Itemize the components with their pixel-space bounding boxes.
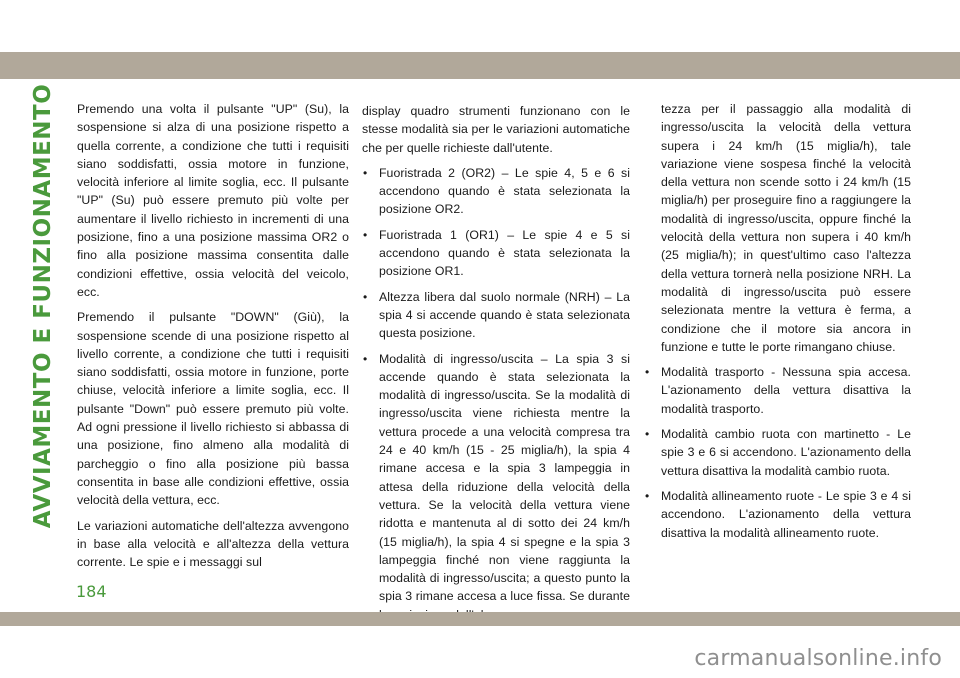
paragraph: Premendo una volta il pulsante "UP" (Su), la sospensione si alza di una posizione rispetto a quella corrente, a condizione che tutti i requisiti siano soddisfatti, ossia motore in funzione, velocità inferiore al limite soglia, ecc. Il pulsante "UP" (Su) può essere premuto più volte per aumentare il livello richiesto in incrementi di una posizione, fino a una posizione massima OR2 o fino alla posizione massima consentita dalle condizioni effettive, ossia velocità del veicolo, ecc. (77, 102, 349, 299)
paragraph: Le variazioni automatiche dell'altezza avvengono in base alla velocità e all'altezza della vettura corrente. Le spie e i messaggi sul (77, 518, 349, 570)
section-side-label (28, 83, 58, 529)
list-item (362, 350, 630, 624)
list-item (362, 288, 630, 343)
bullet-icon: • (363, 227, 368, 242)
section-title: AVVIAMENTO E FUNZIONAMENTO (30, 83, 56, 529)
list-item-text: Modalità trasporto - Nessuna spia accesa. L'azionamento della vettura disattiva la modalità trasporto. (661, 365, 911, 416)
bullet-list (644, 363, 911, 542)
list-item-text: Altezza libera dal suolo normale (NRH) – La spia 4 si accende quando è stata selezionata questa posizione. (379, 289, 630, 341)
list-item-text: Fuoristrada 2 (OR2) – Le spie 4, 5 e 6 si accendono quando è stata selezionata la posizione OR2. (379, 165, 630, 217)
list-item (644, 425, 911, 480)
list-item (362, 226, 630, 281)
list-item-text: Modalità allineamento ruote - Le spie 3 e 4 si accendono. L'azionamento della vettura disattiva la modalità allineamento ruote. (661, 488, 911, 540)
bullet-icon: • (363, 351, 368, 366)
text-column-3 (644, 100, 911, 549)
bullet-icon: • (645, 365, 650, 380)
list-item-text: Modalità di ingresso/uscita – La spia 3 si accende quando è stata selezionata la modalità di ingresso/uscita. Se la modalità di ingresso/uscita viene richiesta mentre la vettura procede a una velocità compresa tra 24 e 40 km/h (15 - 25 miglia/h), la spia 4 rimane accesa e la spia 3 lampeggia in attesa della riduzione della velocità della vettura. Se la velocità della vettura viene ridotta e mantenuta al di sotto dei 24 km/h (15 miglia/h), la spia 4 si spegne e la spia 3 lampeggia finché non viene raggiunta la modalità di ingresso/uscita; a questo punto la spia 3 rimane accesa a luce fissa. Se durante (379, 351, 630, 604)
watermark: carmanualsonline.info (694, 646, 942, 671)
list-item (644, 487, 911, 542)
page-number: 184 (76, 582, 107, 601)
list-item (644, 363, 911, 418)
bullet-icon: • (645, 488, 650, 503)
footer-band (0, 612, 960, 626)
bullet-icon: • (645, 427, 650, 442)
list-item-text: Fuoristrada 1 (OR1) – Le spie 4 e 5 si accendono quando è stata selezionata la posizione OR1. (379, 227, 630, 279)
bullet-list (362, 164, 630, 624)
text-column-2 (362, 102, 630, 631)
bullet-icon: • (363, 165, 368, 180)
header-band (0, 52, 960, 79)
paragraph: Premendo il pulsante "DOWN" (Giù), la sospensione scende di una posizione rispetto al livello corrente, a condizione che tutti i requisiti siano soddisfatti, ossia motore in funzione, porte chiuse, velocità inferiore a limite soglia, ecc. Il pulsante "Down" può essere premuto più volte. Ad ogni pressione il livello richiesto si abbassa di una posizione, fino almeno alla modalità di parcheggio o fino alla posizione più bassa consentita in base alle condizioni effettive, ossia velocità della vettura, ecc. (77, 310, 349, 508)
list-item-text: Modalità cambio ruota con martinetto - Le spie 3 e 6 si accendono. L'azionamento della vettura disattiva la modalità cambio ruota. (661, 427, 911, 478)
paragraph: tezza per il passaggio alla modalità di ingresso/uscita la velocità della vettura supera i 24 km/h (15 miglia/h), tale variazione viene sospesa finché la velocità della vettura non scende sotto i 24 km/h (15 miglia/h) per proseguire fino a raggiungere la modalità di ingresso/uscita, oppure finché la velocità della vettura non supera i 40 km/h (25 miglia/h); in quest'ultimo caso l'altezza della vettura tornerà nella posizione NRH. La modalità di ingresso/uscita può essere selezionata mentre la vettura è ferma, a condizione che il motore sia ancora in funzione e tutte le porte rimangano chiuse. (661, 102, 911, 354)
text-column-1 (77, 100, 349, 578)
paragraph: display quadro strumenti funzionano con le stesse modalità sia per le variazioni automatiche che per quelle richieste dall'utente. (362, 104, 630, 155)
list-item (362, 164, 630, 219)
bullet-icon: • (363, 289, 368, 304)
